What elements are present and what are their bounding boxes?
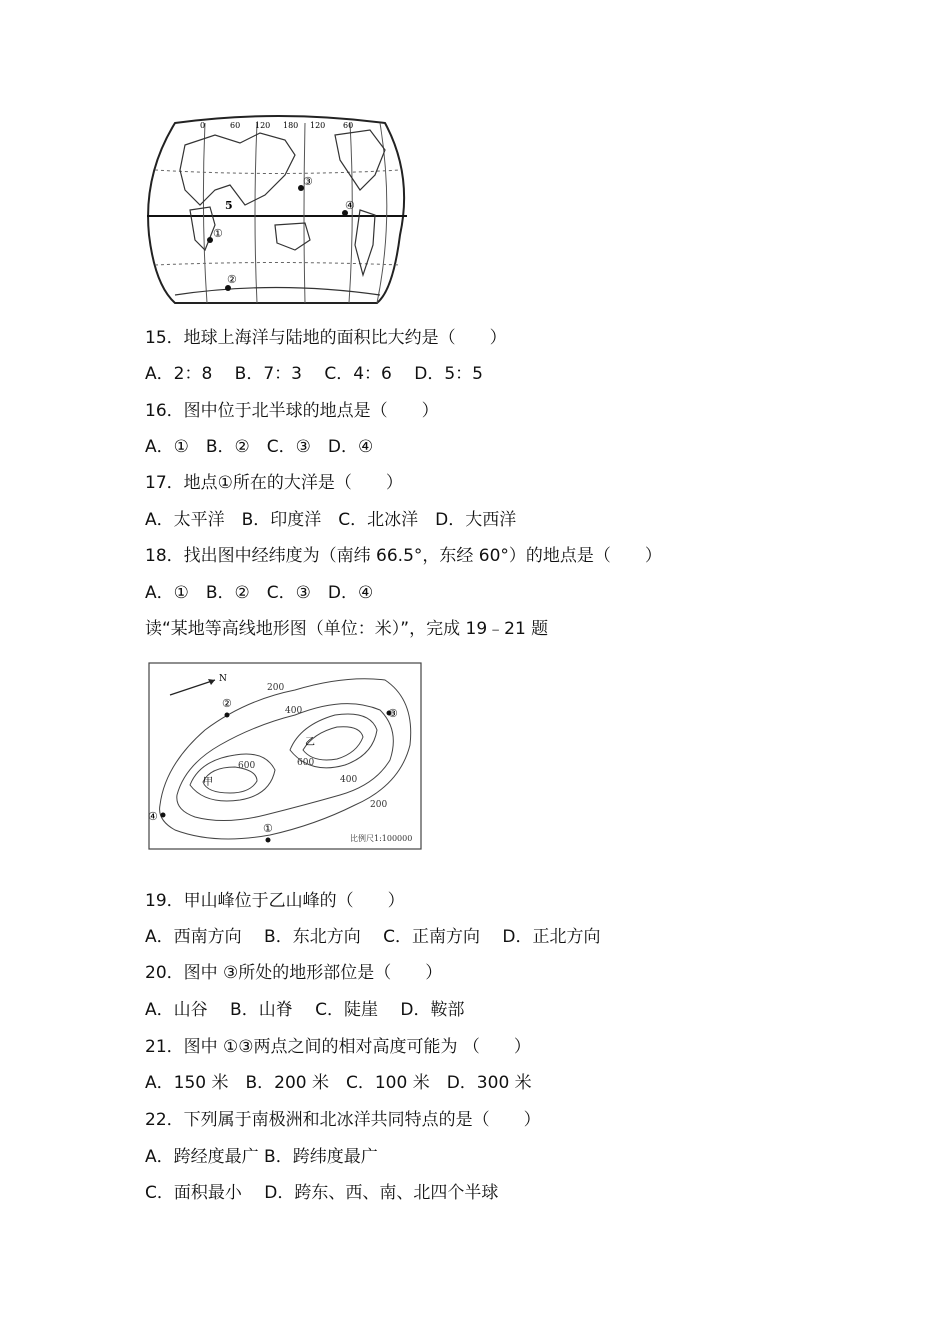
point-3-label: ③ [303,175,313,188]
point-4-label: ④ [148,810,158,823]
point-2-label: ② [227,273,237,286]
lon-label: 180 [283,121,299,130]
q22-options-1: A．跨经度最广 B．跨纬度最广 [145,1147,378,1167]
lon-label: 60 [230,121,241,130]
peak-yi-label: 乙 [305,737,315,748]
lon-label: 120 [255,121,271,130]
q21-stem: 21．图中 ①③两点之间的相对高度可能为 （ ） [145,1037,531,1057]
contour-map-figure [145,655,430,853]
north-label: N [219,674,227,684]
contour-label: 200 [267,683,285,693]
q20-options: A．山谷 B．山脊 C．陡崖 D．鞍部 [145,1000,465,1020]
contour-map-svg [145,655,430,853]
point-2-label: ② [222,697,232,710]
scale-label: 比例尺1:100000 [350,834,413,843]
contour-intro: 读“某地等高线地形图（单位：米）”，完成 19﹣21 题 [145,619,549,639]
q18-stem: 18．找出图中经纬度为（南纬 66.5°，东经 60°）的地点是（ ） [145,546,662,566]
q20-stem: 20．图中 ③所处的地形部位是（ ） [145,963,443,983]
contour-label: 400 [285,706,303,716]
contour-label: 400 [340,775,358,785]
peak-jia-label: 甲 [203,777,213,788]
point-5-label: 5 [225,199,233,212]
q17-stem: 17．地点①所在的大洋是（ ） [145,473,403,493]
q19-options: A．西南方向 B．东北方向 C．正南方向 D．正北方向 [145,927,601,947]
lon-label: 60 [343,121,354,130]
q21-options: A．150 米 B．200 米 C．100 米 D．300 米 [145,1073,532,1093]
q19-stem: 19．甲山峰位于乙山峰的（ ） [145,891,405,911]
world-map-figure [145,115,410,313]
point-3-label: ③ [388,707,398,720]
q22-options-2: C．面积最小 D．跨东、西、南、北四个半球 [145,1183,499,1203]
q22-stem: 22．下列属于南极洲和北冰洋共同特点的是（ ） [145,1110,541,1130]
q15-options: A．2：8 B．7：3 C．4：6 D．5：5 [145,364,483,384]
world-map-svg [145,115,410,313]
q16-options: A．① B．② C．③ D．④ [145,437,374,457]
q16-stem: 16．图中位于北半球的地点是（ ） [145,401,439,421]
q17-options: A．太平洋 B．印度洋 C．北冰洋 D．大西洋 [145,510,517,530]
point-4-label: ④ [345,199,355,212]
point-1-label: ① [213,227,223,240]
point-1-label: ① [263,822,273,835]
contour-label: 600 [238,761,256,771]
lon-label: 0 [200,121,206,130]
contour-label: 600 [297,758,315,768]
q15-stem: 15．地球上海洋与陆地的面积比大约是（ ） [145,328,507,348]
contour-label: 200 [370,800,388,810]
q18-options: A．① B．② C．③ D．④ [145,583,374,603]
lon-label: 120 [310,121,326,130]
